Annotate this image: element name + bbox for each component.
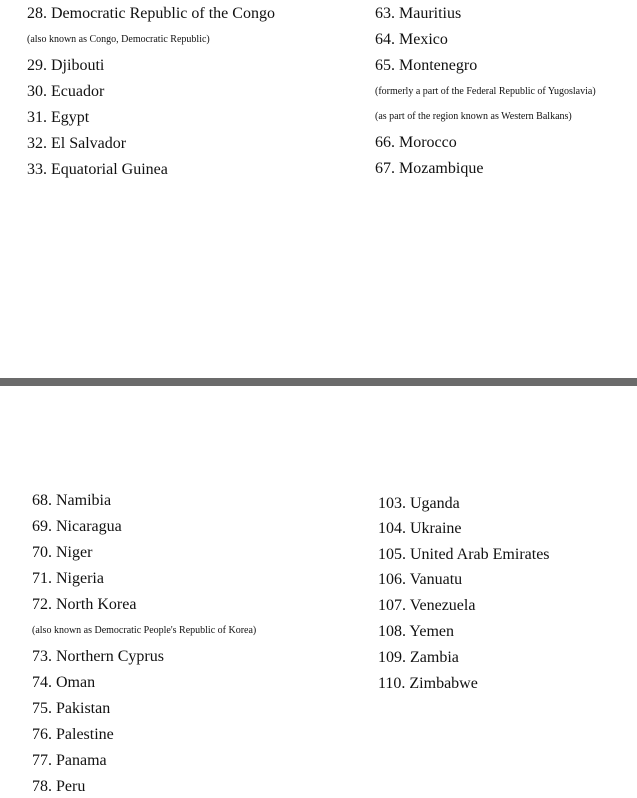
list-item: 78. Peru bbox=[32, 778, 86, 795]
list-note: (also known as Democratic People's Republic of Korea) bbox=[32, 625, 257, 636]
list-item: 74. Oman bbox=[32, 674, 96, 691]
list-item: 28. Democratic Republic of the Congo bbox=[27, 5, 275, 22]
list-item: 107. Venezuela bbox=[378, 597, 476, 614]
list-item: 65. Montenegro bbox=[375, 57, 478, 74]
list-item: 108. Yemen bbox=[378, 623, 455, 640]
list-item: 32. El Salvador bbox=[27, 135, 127, 152]
list-item: 110. Zimbabwe bbox=[378, 675, 478, 692]
list-item: 71. Nigeria bbox=[32, 570, 104, 587]
list-item: 29. Djibouti bbox=[27, 57, 105, 74]
list-item: 70. Niger bbox=[32, 544, 93, 561]
page-divider bbox=[0, 378, 637, 386]
list-item: 105. United Arab Emirates bbox=[378, 546, 550, 563]
list-item: 68. Namibia bbox=[32, 492, 112, 509]
list-item: 72. North Korea bbox=[32, 596, 137, 613]
list-item: 109. Zambia bbox=[378, 649, 459, 666]
list-item: 77. Panama bbox=[32, 752, 107, 769]
list-item: 63. Mauritius bbox=[375, 5, 462, 22]
list-item: 103. Uganda bbox=[378, 495, 460, 512]
list-item: 75. Pakistan bbox=[32, 700, 111, 717]
list-item: 31. Egypt bbox=[27, 109, 90, 126]
list-item: 66. Morocco bbox=[375, 134, 457, 151]
list-item: 104. Ukraine bbox=[378, 520, 462, 537]
list-item: 106. Vanuatu bbox=[378, 571, 463, 588]
list-item: 76. Palestine bbox=[32, 726, 114, 743]
list-note: (formerly a part of the Federal Republic of Yugoslavia) bbox=[375, 86, 596, 97]
list-item: 69. Nicaragua bbox=[32, 518, 122, 535]
list-item: 33. Equatorial Guinea bbox=[27, 161, 168, 178]
list-note: (also known as Congo, Democratic Republic) bbox=[27, 34, 210, 45]
list-item: 67. Mozambique bbox=[375, 160, 484, 177]
list-item: 73. Northern Cyprus bbox=[32, 648, 164, 665]
list-note: (as part of the region known as Western Balkans) bbox=[375, 111, 572, 122]
list-item: 30. Ecuador bbox=[27, 83, 105, 100]
list-item: 64. Mexico bbox=[375, 31, 448, 48]
